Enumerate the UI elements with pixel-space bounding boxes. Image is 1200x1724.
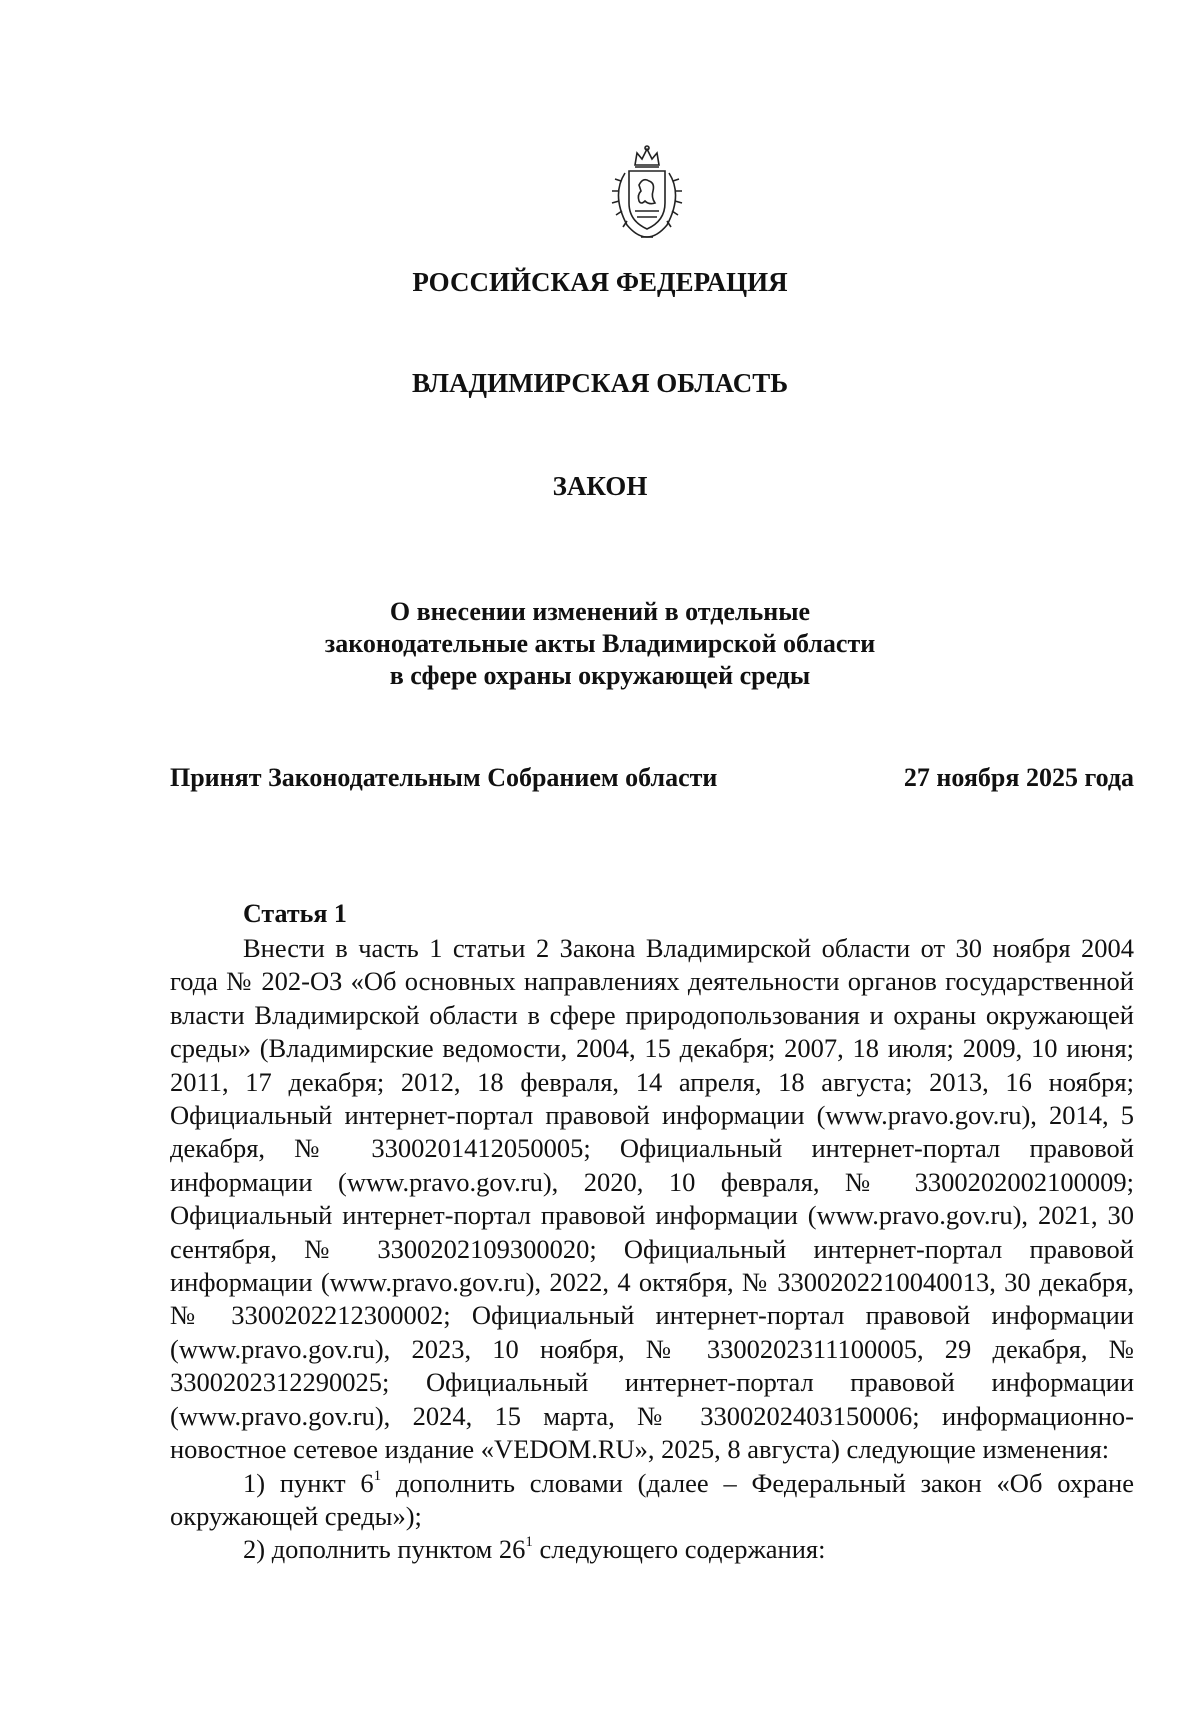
adopted-by: Принят Законодательным Собранием области	[170, 763, 718, 792]
coat-of-arms-emblem	[605, 145, 689, 241]
law-title	[0, 596, 1200, 692]
superscript: 1	[373, 1467, 382, 1484]
article-title: Статья 1	[243, 899, 347, 928]
document-type-heading: ЗАКОН	[552, 471, 648, 501]
item-text: 2) дополнить пунктом 26	[243, 1534, 526, 1565]
article-item-2	[170, 1533, 1134, 1566]
item-text: 1) пункт 6	[243, 1467, 374, 1498]
law-title-line: в сфере охраны окружающей среды	[389, 661, 811, 690]
adoption-date: 27 ноября 2025 года	[903, 763, 1134, 792]
article-item-1	[170, 1467, 1134, 1534]
article-body	[170, 932, 1134, 1567]
superscript: 1	[525, 1534, 533, 1551]
item-text: следующего содержания:	[532, 1534, 826, 1565]
law-title-line: законодательные акты Владимирской области	[324, 629, 876, 658]
region-heading: ВЛАДИМИРСКАЯ ОБЛАСТЬ	[411, 368, 789, 398]
item-text: дополнить словами (далее – Федеральный закон «Об охране окружающей среды»);	[170, 1467, 1135, 1531]
law-title-line: О внесении изменений в отдельные	[389, 597, 811, 626]
adoption-line	[170, 762, 1134, 794]
country-heading: РОССИЙСКАЯ ФЕДЕРАЦИЯ	[412, 267, 788, 297]
article-paragraph: Внести в часть 1 статьи 2 Закона Владимирской области от 30 ноября 2004 года № 202-ОЗ «Об основных направлениях деятельности органов государственной власти Владимирской области в сфере природопользования и охраны окружающей среды» (Владимирские ведомости, 2004, 15 декабря; 2007, 18 июля; 2009, 10 июня; 2011, 17 декабря; 2012, 18 февраля, 14 апреля, 18 августа; 2013, 16 ноября; Официальный интернет-портал правовой информации (www.pravo.gov.ru), 2014, 5 декабря, № 3300201412050005; Официальный интернет-портал правовой информации (www.pravo.gov.ru), 2020, 10 февраля, № 3300202002100009; Официальный интернет-портал правовой информации (www.pravo.gov.ru), 2021, 30 сентября, № 3300202109300020; Официальный интернет-портал правовой информации (www.pravo.gov.ru), 2022, 4 октября, № 3300202210040013, 30 декабря, № 3300202212300002; Официальный интернет-портал правовой информации (www.pravo.gov.ru), 2023, 10 ноября, № 3300202311100005, 29 декабря, № 3300202312290025; Официальный интернет-портал правовой информации (www.pravo.gov.ru), 2024, 15 марта, № 3300202403150006; информационно-новостное сетевое издание «VEDOM.RU», 2025, 8 августа) следующие изменения:	[170, 933, 1134, 1465]
